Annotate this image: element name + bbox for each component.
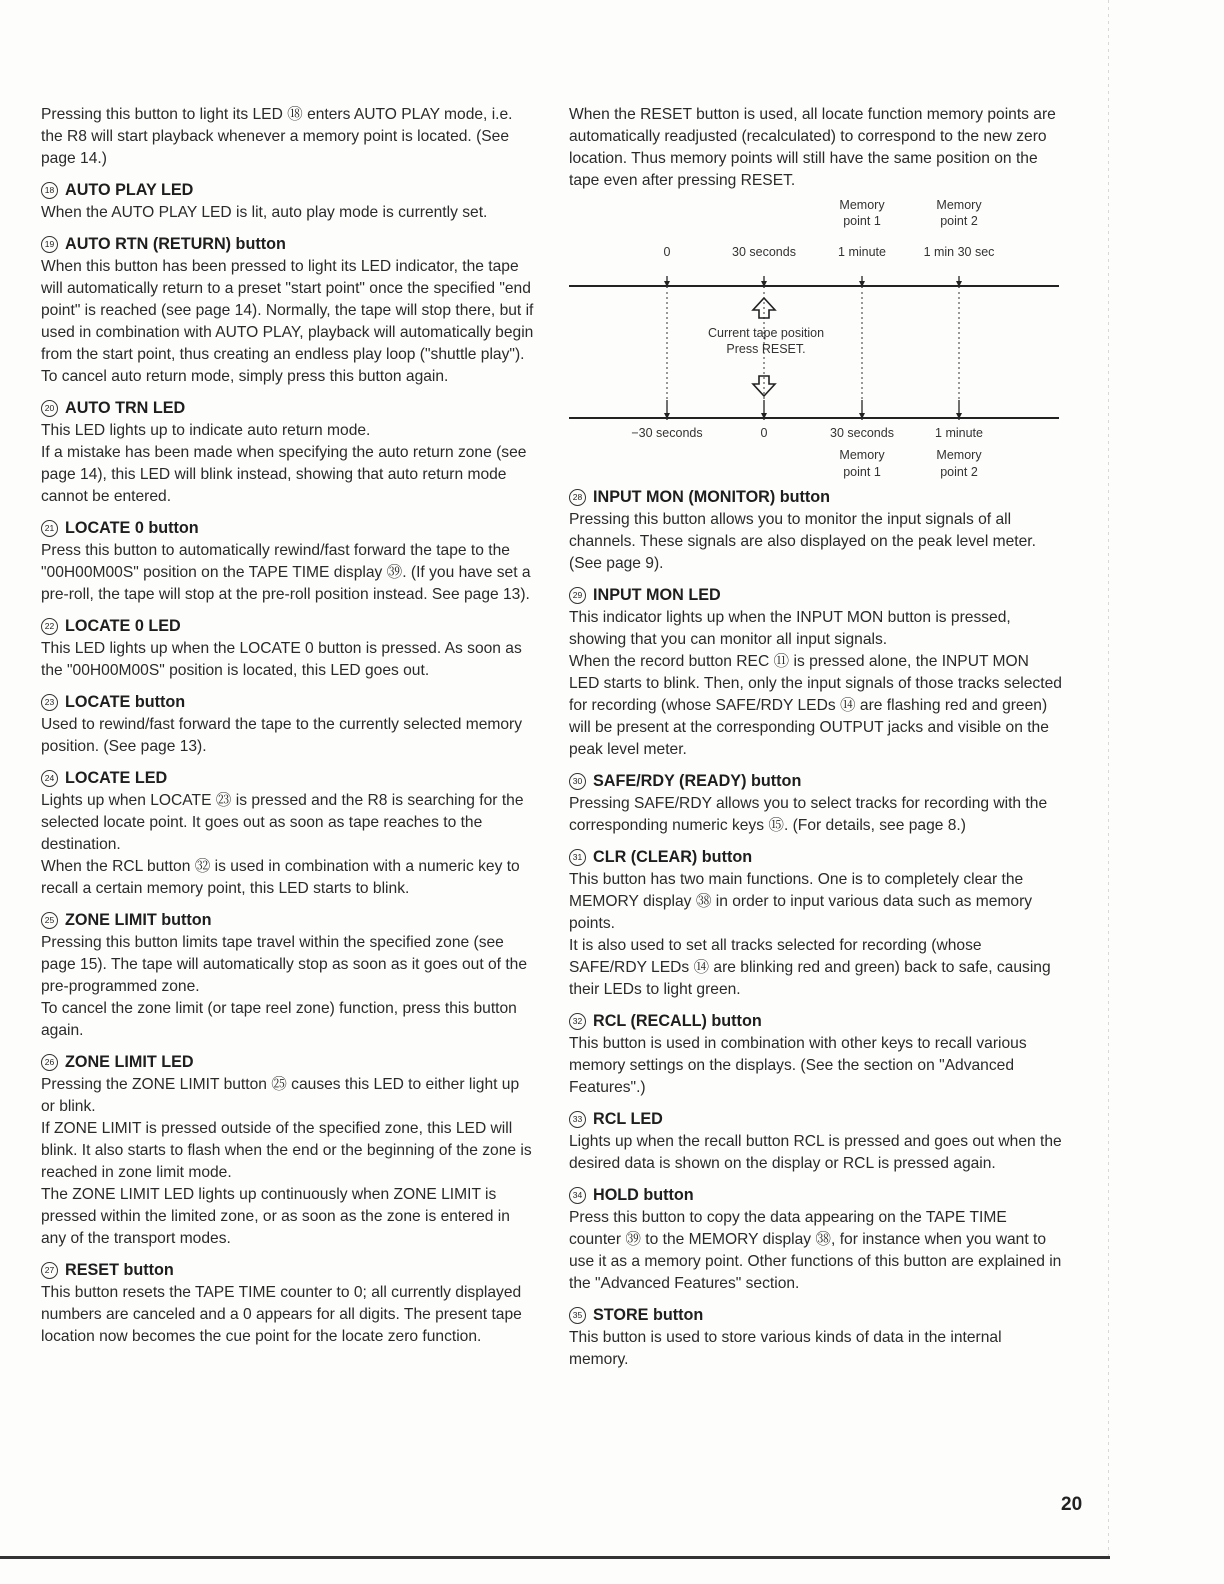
top-memory-label: Memory xyxy=(936,198,982,212)
body-text: To cancel the zone limit (or tape reel zone) function, press this button again. xyxy=(41,1000,517,1039)
top-memory-label: point 2 xyxy=(940,214,978,228)
body-text: This LED lights up to indicate auto return mode. xyxy=(41,422,371,439)
section-34 xyxy=(569,1184,1063,1295)
body-text: It is also used to set all tracks selected for recording (whose SAFE/RDY LEDs ⑭ are blinking red and green) back to safe, causing their LEDs to light green. xyxy=(569,937,1051,998)
body-text: When the RCL button ㉜ is used in combination with a numeric key to recall a certain memory point, this LED starts to blink. xyxy=(41,858,520,897)
top-tick-label: 1 minute xyxy=(838,245,886,259)
section-25 xyxy=(41,909,535,1042)
section-27 xyxy=(41,1259,535,1348)
section-19 xyxy=(41,233,535,388)
body-text: Pressing this button to light its LED ⑱ enters AUTO PLAY mode, i.e. the R8 will start playback whenever a memory point is located. (See page 14.) xyxy=(41,106,513,167)
circled-number: 33 xyxy=(569,1111,586,1128)
diagram-lines xyxy=(569,196,1069,486)
heading-text: RESET button xyxy=(65,1261,174,1279)
section-heading xyxy=(41,179,535,202)
section-35 xyxy=(569,1304,1063,1371)
body-text: This button has two main functions. One is to completely clear the MEMORY display ㊳ in order to input various data such as memory points. xyxy=(569,871,1033,932)
section-heading xyxy=(569,846,1063,869)
section-heading xyxy=(41,691,535,714)
bottom-memory-label: Memory xyxy=(936,448,982,462)
section-24 xyxy=(41,767,535,900)
section-heading xyxy=(569,770,1063,793)
section-32 xyxy=(569,1010,1063,1099)
section-heading xyxy=(41,233,535,256)
body-text: Lights up when LOCATE ㉓ is pressed and the R8 is searching for the selected locate point. It goes out as soon as tape reaches to the destination. xyxy=(41,792,524,853)
body-text: Pressing this button limits tape travel within the specified zone (see page 15). The tape will automatically stop as soon as it goes out of the pre-programmed zone. xyxy=(41,934,528,995)
section-heading xyxy=(569,486,1063,509)
section-20 xyxy=(41,397,535,508)
section-33 xyxy=(569,1108,1063,1175)
body-text: When the record button REC ⑪ is pressed alone, the INPUT MON LED starts to blink. Then, only the input signals of those tracks selected for recording (whose SAFE/RDY LEDs ⑭ are flashing red and green) will be present at the corresponding OUTPUT jacks and visible on the peak level meter. xyxy=(569,653,1062,758)
section-intro xyxy=(41,104,535,170)
section-heading xyxy=(41,1051,535,1074)
top-memory-label: point 1 xyxy=(843,214,881,228)
top-tick-label: 0 xyxy=(663,245,671,259)
center-caption: Press RESET. xyxy=(726,342,806,356)
circled-number: 19 xyxy=(41,236,58,253)
bottom-tick-label: 0 xyxy=(760,426,768,440)
heading-text: HOLD button xyxy=(593,1186,694,1204)
circled-number: 23 xyxy=(41,694,58,711)
heading-text: INPUT MON LED xyxy=(593,586,721,604)
body-text: Pressing SAFE/RDY allows you to select tracks for recording with the corresponding numeric keys ⑮. (For details, see page 8.) xyxy=(569,795,1048,834)
section-heading xyxy=(41,397,535,420)
top-tick-label: 1 min 30 sec xyxy=(923,245,995,259)
body-text: If a mistake has been made when specifying the auto return zone (see page 14), this LED will blink instead, showing that auto return mode cannot be entered. xyxy=(41,444,527,505)
right-intro: When the RESET button is used, all locate function memory points are automatically readjusted (recalculated) to correspond to the new zero location. Thus memory points will still have the same position on the tape even after pressing RESET. xyxy=(569,106,1056,189)
body-text: Pressing the ZONE LIMIT button ㉕ causes this LED to either light up or blink. xyxy=(41,1076,520,1115)
heading-text: RCL LED xyxy=(593,1110,663,1128)
center-caption: Current tape position xyxy=(707,326,825,340)
section-29 xyxy=(569,584,1063,761)
heading-text: LOCATE button xyxy=(65,693,186,711)
heading-text: SAFE/RDY (READY) button xyxy=(593,772,802,790)
bottom-tick-label: 30 seconds xyxy=(830,426,894,440)
heading-text: ZONE LIMIT LED xyxy=(65,1053,194,1071)
bottom-memory-label: point 2 xyxy=(940,465,978,479)
body-text: If ZONE LIMIT is pressed outside of the specified zone, this LED will blink. It also starts to flash when the end or the beginning of the zone is reached in zone limit mode. xyxy=(41,1120,532,1181)
body-text: This button resets the TAPE TIME counter to 0; all currently displayed numbers are canceled and a 0 appears for all digits. The present tape location now becomes the cue point for the locate zero function. xyxy=(41,1284,522,1345)
body-text: When this button has been pressed to light its LED indicator, the tape will automatically return to a preset "start point" once the specified "end point" is reached (see page 14). Normally, the tape will stop there, but if used in combination with AUTO PLAY, playback will automatically begin from the start point, thus creating an endless play loop ("shuttle play"). To cancel auto return mode, simply press this button again. xyxy=(41,258,534,385)
circled-number: 29 xyxy=(569,587,586,604)
section-31 xyxy=(569,846,1063,1001)
circled-number: 20 xyxy=(41,400,58,417)
heading-text: STORE button xyxy=(593,1306,704,1324)
heading-text: INPUT MON (MONITOR) button xyxy=(593,488,831,506)
body-text: The ZONE LIMIT LED lights up continuously when ZONE LIMIT is pressed within the limited zone, or as soon as the zone is entered in any of the transport modes. xyxy=(41,1186,510,1247)
body-text: This LED lights up when the LOCATE 0 button is pressed. As soon as the "00H00M00S" position is located, this LED goes out. xyxy=(41,640,522,679)
body-text: When the AUTO PLAY LED is lit, auto play mode is currently set. xyxy=(41,204,488,221)
section-26 xyxy=(41,1051,535,1250)
reset-diagram xyxy=(569,196,1069,486)
circled-number: 32 xyxy=(569,1013,586,1030)
body-text: Pressing this button allows you to monitor the input signals of all channels. These signals are also displayed on the peak level meter. (See page 9). xyxy=(569,511,1036,572)
heading-text: AUTO PLAY LED xyxy=(65,181,194,199)
section-23 xyxy=(41,691,535,758)
circled-number: 22 xyxy=(41,618,58,635)
body-text: This button is used in combination with other keys to recall various memory settings on the displays. (See the section on "Advanced Features".) xyxy=(569,1035,1027,1096)
section-22 xyxy=(41,615,535,682)
section-heading xyxy=(41,1259,535,1282)
body-text: Used to rewind/fast forward the tape to the currently selected memory position. (See page 13). xyxy=(41,716,523,755)
bottom-tick-label: 1 minute xyxy=(935,426,983,440)
circled-number: 27 xyxy=(41,1262,58,1279)
heading-text: LOCATE 0 button xyxy=(65,519,199,537)
heading-text: LOCATE LED xyxy=(65,769,168,787)
body-text: This button is used to store various kinds of data in the internal memory. xyxy=(569,1329,1002,1368)
circled-number: 26 xyxy=(41,1054,58,1071)
circled-number: 31 xyxy=(569,849,586,866)
bottom-memory-label: point 1 xyxy=(843,465,881,479)
bottom-rule xyxy=(0,1556,1110,1559)
top-memory-label: Memory xyxy=(839,198,885,212)
body-text: This indicator lights up when the INPUT MON button is pressed, showing that you can monitor all input signals. xyxy=(569,609,1011,648)
section-heading xyxy=(569,1184,1063,1207)
top-tick-label: 30 seconds xyxy=(732,245,796,259)
heading-text: ZONE LIMIT button xyxy=(65,911,212,929)
left-column xyxy=(41,104,535,1348)
section-18 xyxy=(41,179,535,224)
heading-text: AUTO RTN (RETURN) button xyxy=(65,235,286,253)
section-heading xyxy=(41,767,535,790)
section-30 xyxy=(569,770,1063,837)
page-edge xyxy=(1108,0,1109,1560)
section-21 xyxy=(41,517,535,606)
page-number: 20 xyxy=(1061,1494,1083,1515)
circled-number: 34 xyxy=(569,1187,586,1204)
heading-text: RCL (RECALL) button xyxy=(593,1012,762,1030)
circled-number: 21 xyxy=(41,520,58,537)
heading-text: AUTO TRN LED xyxy=(65,399,186,417)
section-heading xyxy=(569,1010,1063,1033)
body-text: Press this button to copy the data appearing on the TAPE TIME counter ㊴ to the MEMORY display ㊳, for instance when you want to use it as a memory point. Other functions of this button are explained in the "Advanced Features" section. xyxy=(569,1209,1062,1292)
heading-text: LOCATE 0 LED xyxy=(65,617,181,635)
circled-number: 25 xyxy=(41,912,58,929)
right-column xyxy=(569,104,1063,1371)
bottom-memory-label: Memory xyxy=(839,448,885,462)
circled-number: 35 xyxy=(569,1307,586,1324)
circled-number: 24 xyxy=(41,770,58,787)
section-heading xyxy=(41,615,535,638)
section-28 xyxy=(569,486,1063,575)
circled-number: 18 xyxy=(41,182,58,199)
section-heading xyxy=(41,909,535,932)
heading-text: CLR (CLEAR) button xyxy=(593,848,753,866)
section-heading xyxy=(569,1108,1063,1131)
circled-number: 30 xyxy=(569,773,586,790)
circled-number: 28 xyxy=(569,489,586,506)
section-heading xyxy=(569,1304,1063,1327)
section-heading xyxy=(41,517,535,540)
bottom-tick-label: −30 seconds xyxy=(631,426,703,440)
body-text: Press this button to automatically rewind/fast forward the tape to the "00H00M00S" position on the TAPE TIME display ㊴. (If you have set a pre-roll, the tape will stop at the pre-roll position instead. See page 13). xyxy=(41,542,531,603)
section-heading xyxy=(569,584,1063,607)
right-sections xyxy=(569,486,1063,1371)
body-text: Lights up when the recall button RCL is pressed and goes out when the desired data is shown on the display or RCL is pressed again. xyxy=(569,1133,1062,1172)
